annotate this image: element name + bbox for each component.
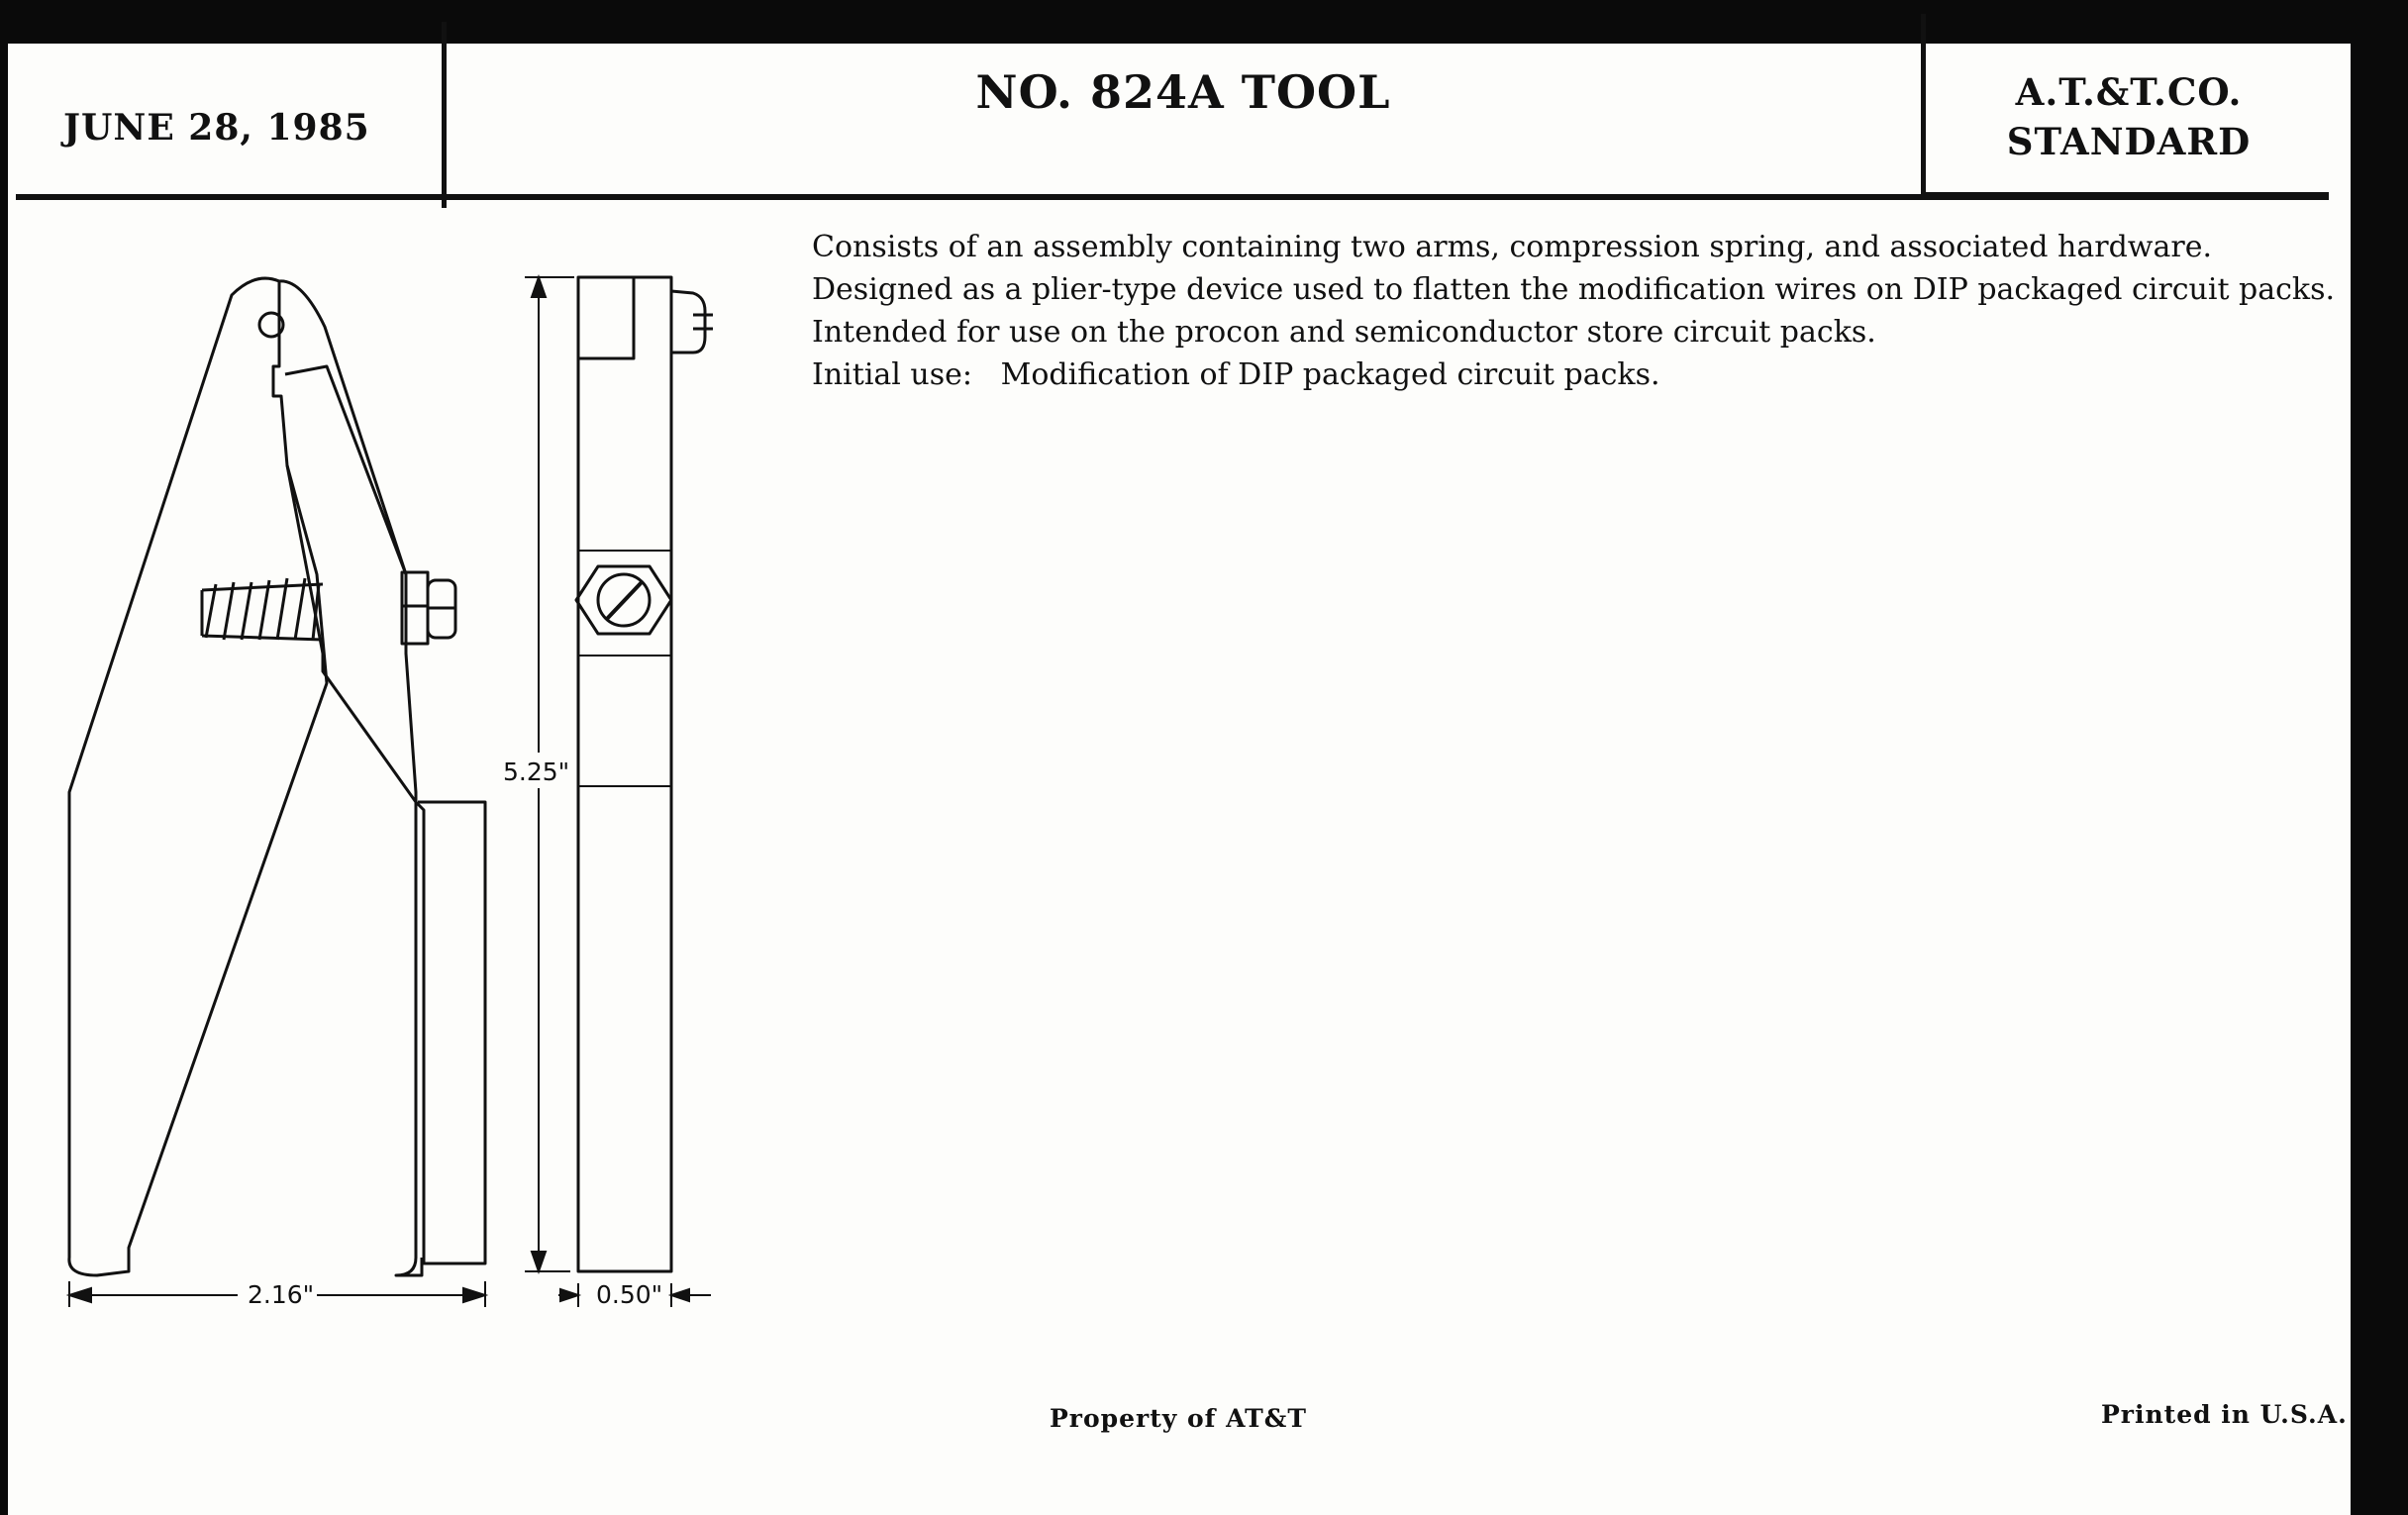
description-line-1: Consists of an assembly containing two arms, compression spring, and associated hardware. [812, 230, 2212, 264]
plier-side-view [578, 277, 671, 1271]
dim-height-label: 5.25" [503, 758, 570, 786]
standard-line-2: STANDARD [2006, 120, 2252, 163]
plier-left-arm [69, 278, 327, 1275]
dimension-annotations [69, 277, 711, 1307]
adjustment-screw [402, 572, 455, 644]
document-date: JUNE 28, 1985 [63, 107, 370, 149]
dim-thickness-label: 0.50" [596, 1280, 663, 1309]
standard-line-1: A.T.&T.CO. [2015, 70, 2243, 114]
dim-width-label: 2.16" [248, 1280, 315, 1309]
footer-printed: Printed in U.S.A. [2101, 1400, 2348, 1429]
description-line-3: Intended for use on the procon and semiconductor store circuit packs. [812, 315, 1876, 350]
page-title: NO. 824A TOOL [975, 65, 1391, 119]
compression-spring [202, 578, 323, 640]
footer-property: Property of AT&T [1050, 1404, 1307, 1433]
description-line-2: Designed as a plier-type device used to flatten the modification wires on DIP packaged circuit packs. [812, 272, 2336, 307]
description-line-4: Initial use: Modification of DIP packaged circuit packs. [812, 357, 1660, 392]
